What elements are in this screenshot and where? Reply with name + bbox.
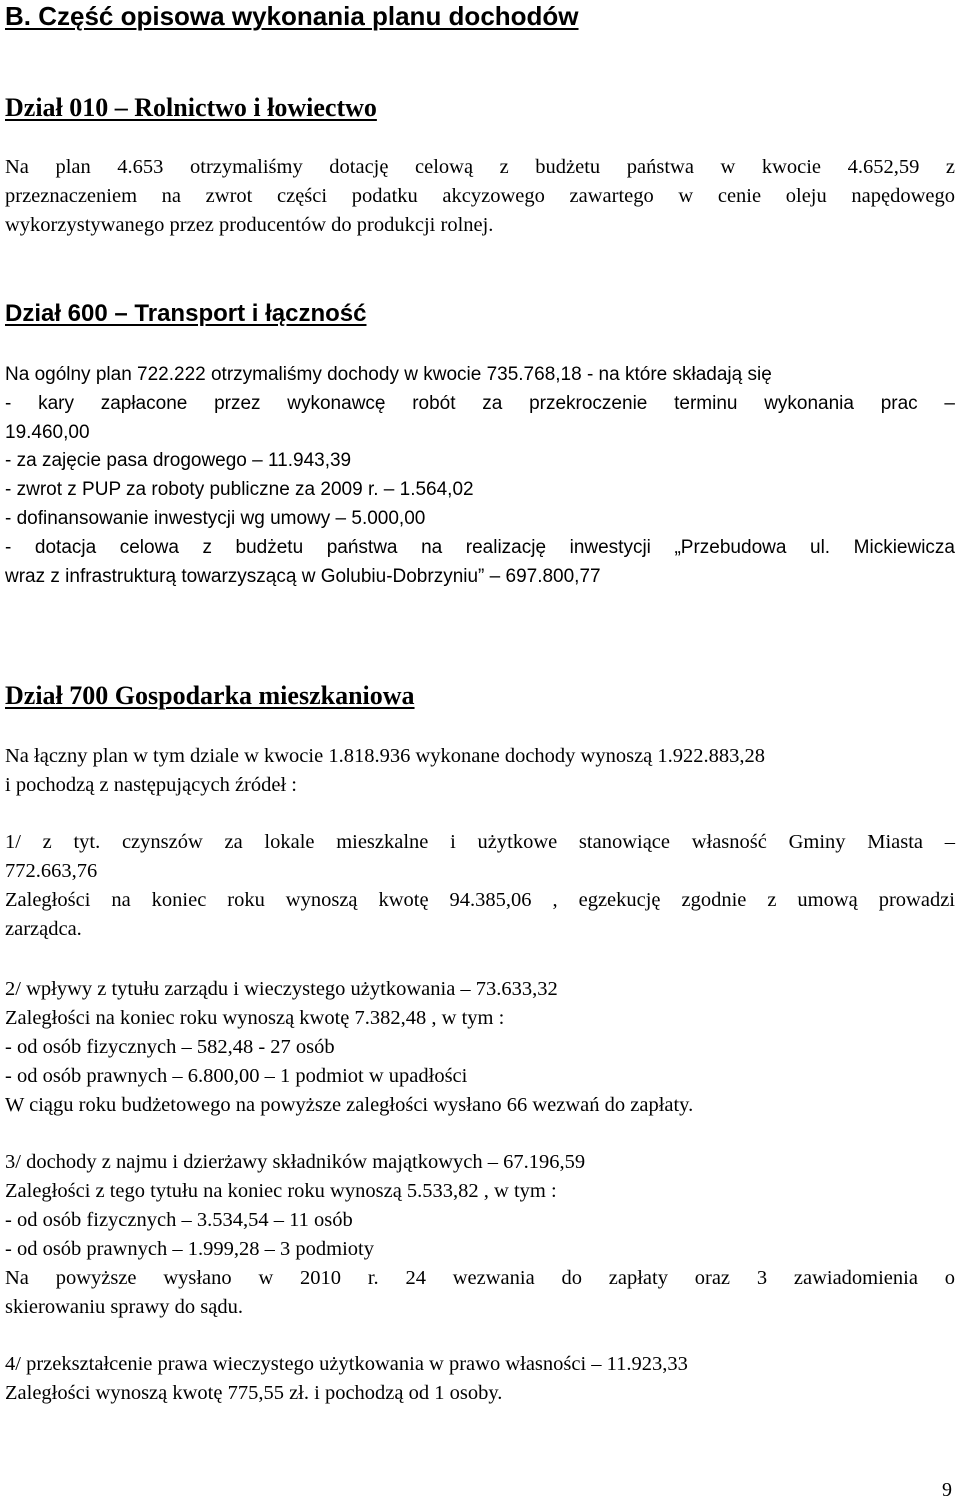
page-number: 9 [942, 1479, 952, 1501]
list-item: - dofinansowanie inwestycji wg umowy – 5.000,00 [5, 508, 426, 529]
paragraph-line: Na łączny plan w tym dziale w kwocie 1.818.936 wykonane dochody wynoszą 1.922.883,28 [5, 745, 766, 767]
section-heading-010: Dział 010 – Rolnictwo i łowiectwo [5, 93, 377, 122]
paragraph-line: W ciągu roku budżetowego na powyższe zaległości wysłano 66 wezwań do zapłaty. [5, 1094, 694, 1116]
paragraph-line: i pochodzą z następujących źródeł : [5, 774, 297, 796]
list-item: 3/ dochody z najmu i dzierżawy składników majątkowych – 67.196,59 [5, 1151, 586, 1173]
paragraph-line: zarządca. [5, 918, 82, 940]
paragraph-line: - od osób fizycznych – 3.534,54 – 11 osób [5, 1209, 353, 1231]
paragraph-line: Na ogólny plan 722.222 otrzymaliśmy dochody w kwocie 735.768,18 - na które składają się [5, 364, 772, 385]
paragraph-line: 19.460,00 [5, 422, 90, 443]
paragraph-line: Zaległości wynoszą kwotę 775,55 zł. i pochodzą od 1 osoby. [5, 1382, 503, 1404]
list-item: - zwrot z PUP za roboty publiczne za 2009 r. – 1.564,02 [5, 479, 474, 500]
list-item: 2/ wpływy z tytułu zarządu i wieczystego użytkowania – 73.633,32 [5, 978, 558, 1000]
paragraph-line: Zaległości na koniec roku wynoszą kwotę 94.385,06 , egzekucję zgodnie z umową prowadzi [5, 889, 955, 911]
paragraph-line: - od osób prawnych – 1.999,28 – 3 podmioty [5, 1238, 374, 1260]
section-heading-600: Dział 600 – Transport i łączność [5, 300, 367, 327]
paragraph-line: przeznaczeniem na zwrot części podatku akcyzowego zawartego w cenie oleju napędowego [5, 185, 955, 207]
paragraph-line: - od osób fizycznych – 582,48 - 27 osób [5, 1036, 335, 1058]
paragraph-line: wraz z infrastrukturą towarzyszącą w Golubiu-Dobrzyniu” – 697.800,77 [5, 566, 601, 587]
paragraph-line: Zaległości z tego tytułu na koniec roku wynoszą 5.533,82 , w tym : [5, 1180, 557, 1202]
paragraph-line: - kary zapłacone przez wykonawcę robót za przekroczenie terminu wykonania prac – [5, 393, 955, 414]
list-item: 4/ przekształcenie prawa wieczystego użytkowania w prawo własności – 11.923,33 [5, 1353, 688, 1375]
paragraph-line: 772.663,76 [5, 860, 98, 882]
paragraph-line: Zaległości na koniec roku wynoszą kwotę 7.382,48 , w tym : [5, 1007, 505, 1029]
paragraph-line: skierowaniu sprawy do sądu. [5, 1296, 243, 1318]
list-item: - za zajęcie pasa drogowego – 11.943,39 [5, 450, 352, 471]
paragraph-line: - od osób prawnych – 6.800,00 – 1 podmiot w upadłości [5, 1065, 468, 1087]
paragraph-line: Na plan 4.653 otrzymaliśmy dotację celową z budżetu państwa w kwocie 4.652,59 z [5, 156, 955, 178]
paragraph-line: wykorzystywanego przez producentów do produkcji rolnej. [5, 214, 494, 236]
paragraph-line: Na powyższe wysłano w 2010 r. 24 wezwania do zapłaty oraz 3 zawiadomienia o [5, 1267, 955, 1289]
list-item: - dotacja celowa z budżetu państwa na realizację inwestycji „Przebudowa ul. Mickiewicza [5, 537, 955, 558]
list-item: 1/ z tyt. czynszów za lokale mieszkalne i użytkowe stanowiące własność Gminy Miasta – [5, 831, 955, 853]
document-title: B. Część opisowa wykonania planu dochodów [5, 1, 579, 31]
section-heading-700: Dział 700 Gospodarka mieszkaniowa [5, 681, 415, 710]
